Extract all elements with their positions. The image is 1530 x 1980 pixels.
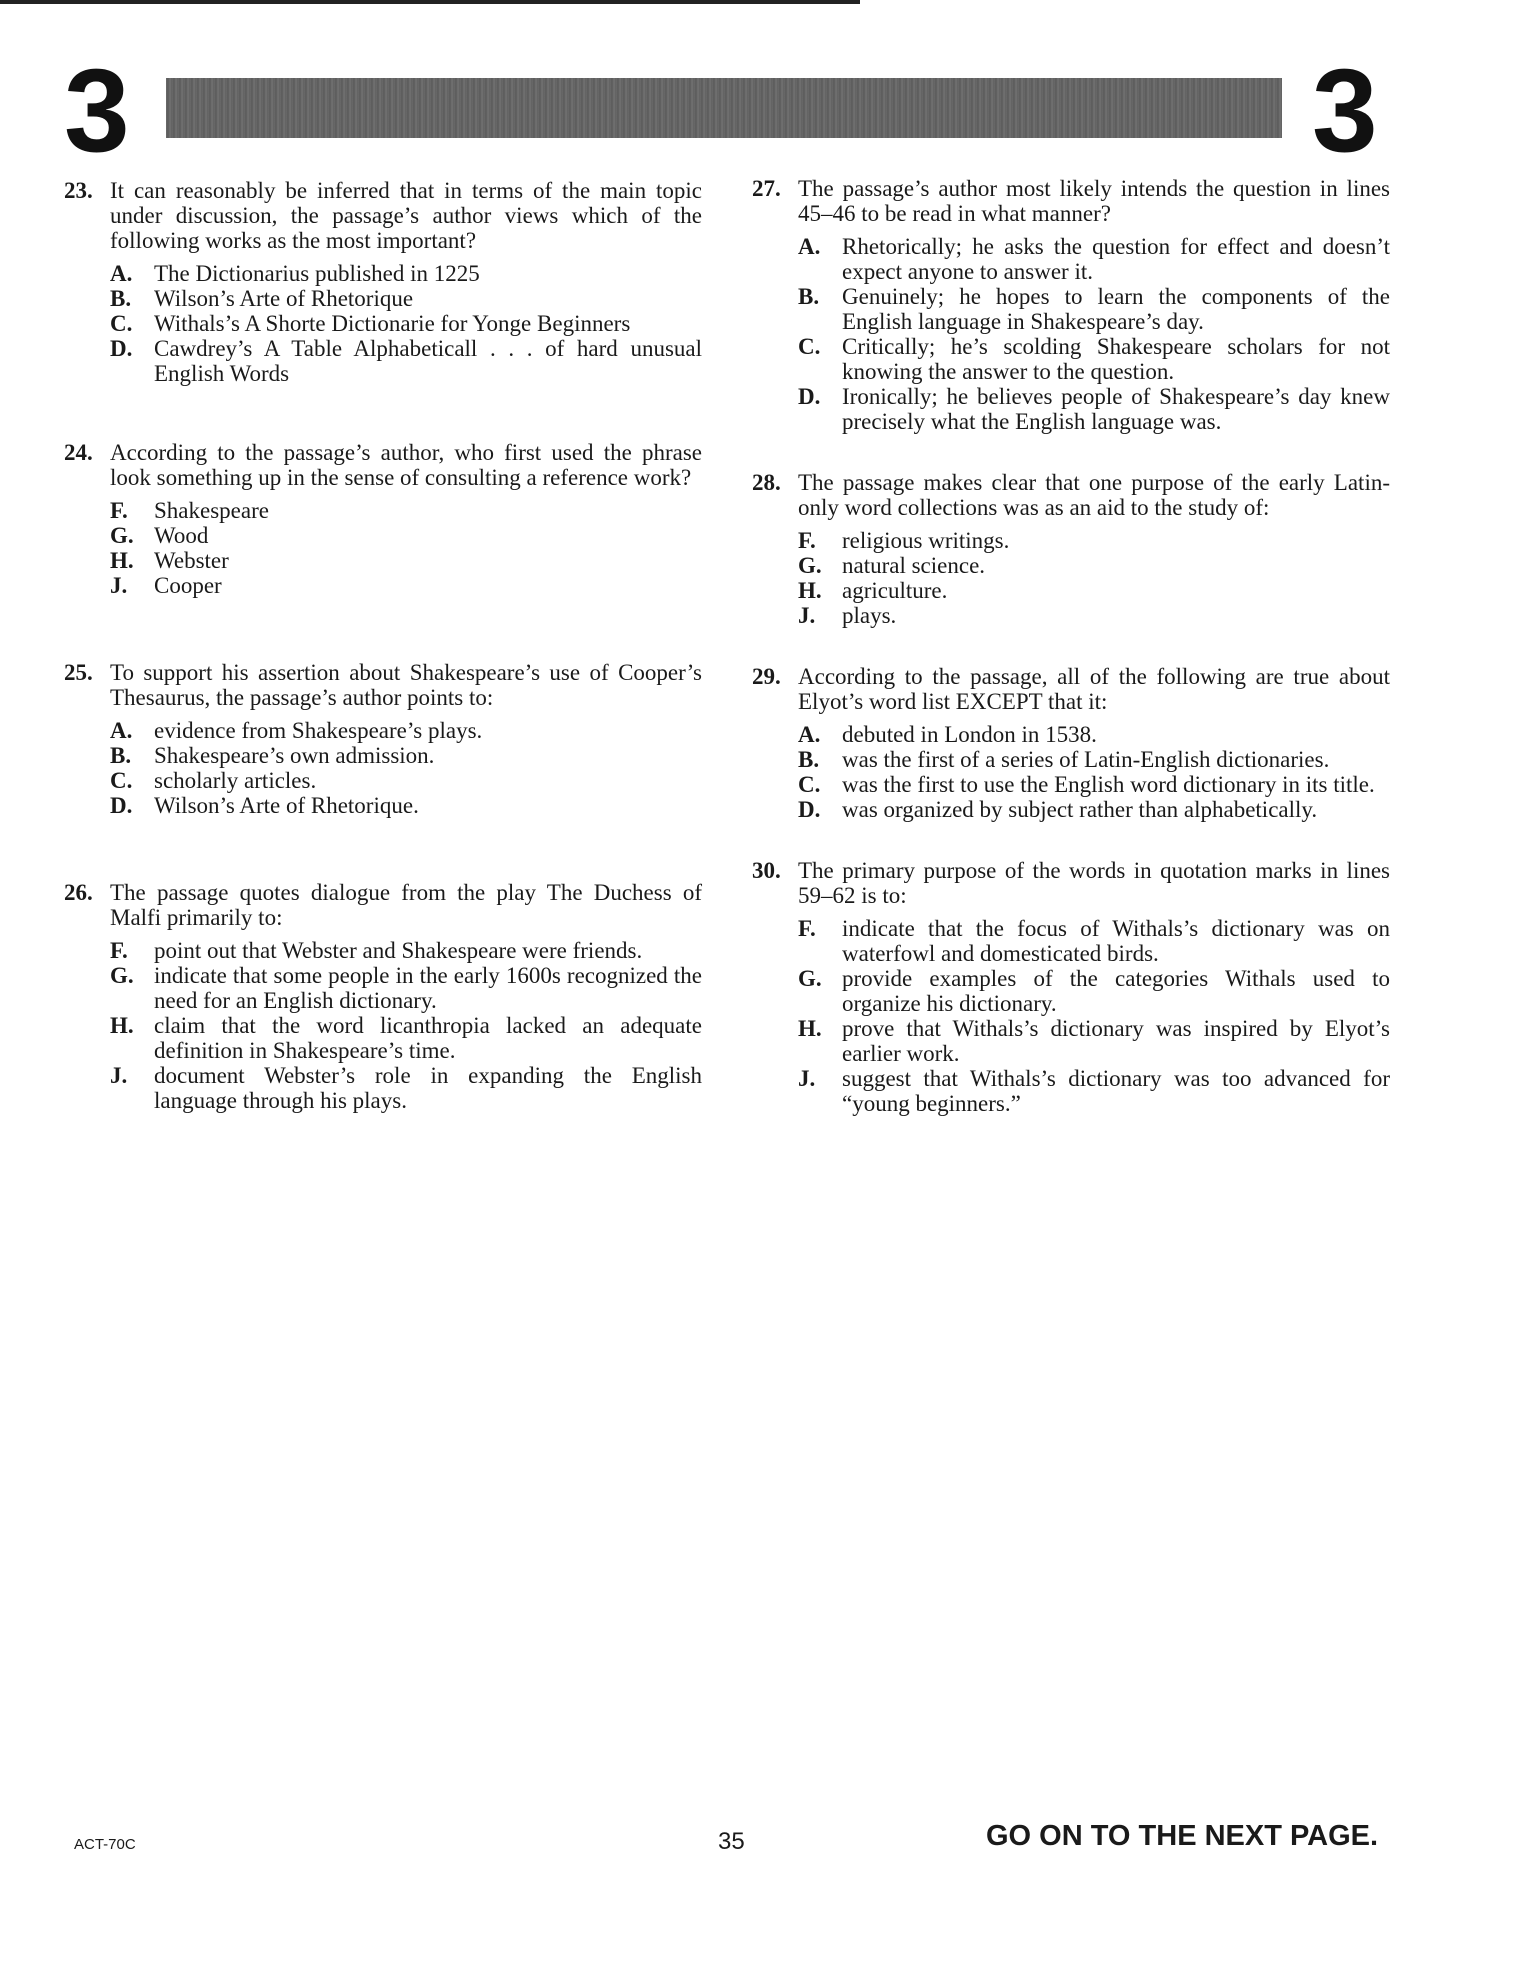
- question-24: [64, 440, 702, 598]
- answer-choice-c[interactable]: [798, 772, 1390, 797]
- choice-text: was organized by subject rather than alphabetically.: [842, 797, 1318, 822]
- choice-text: Cooper: [154, 573, 222, 598]
- choice-text: Withals’s A Shorte Dictionarie for Yonge Beginners: [154, 311, 631, 336]
- choice-text: Shakespeare: [154, 498, 269, 523]
- choice-letter: B.: [798, 284, 820, 309]
- go-on-next-page-label: GO ON TO THE NEXT PAGE.: [986, 1820, 1379, 1852]
- question-30: [752, 858, 1390, 1116]
- question-stem: According to the passage’s author, who first used the phrase look something up in the sense of consulting a reference work?: [110, 440, 702, 490]
- choice-letter: G.: [798, 966, 822, 991]
- choice-letter: A.: [110, 718, 133, 743]
- answer-choice-a[interactable]: [110, 718, 702, 743]
- answer-choice-a[interactable]: [798, 234, 1390, 284]
- answer-choice-f[interactable]: [110, 938, 702, 963]
- question-27: [752, 176, 1390, 434]
- question-number: 30.: [752, 858, 781, 883]
- right-column: [752, 176, 1390, 1152]
- section-number-left: 3: [64, 45, 130, 177]
- question-29: [752, 664, 1390, 822]
- answer-choice-f[interactable]: [798, 528, 1390, 553]
- choice-text: Genuinely; he hopes to learn the components of the English language in Shakespeare’s day.: [842, 284, 1390, 334]
- question-28: [752, 470, 1390, 628]
- choice-text: indicate that some people in the early 1600s recognized the need for an English dictionary.: [154, 963, 702, 1013]
- choice-text: provide examples of the categories Withals used to organize his dictionary.: [842, 966, 1390, 1016]
- choice-letter: D.: [798, 797, 821, 822]
- answer-choice-d[interactable]: [798, 797, 1390, 822]
- question-number: 24.: [64, 440, 93, 465]
- choice-text: Wilson’s Arte of Rhetorique.: [154, 793, 419, 818]
- choice-letter: J.: [110, 573, 128, 598]
- choice-letter: H.: [110, 1013, 134, 1038]
- answer-choice-j[interactable]: [110, 1063, 702, 1113]
- answer-choice-a[interactable]: [798, 722, 1390, 747]
- question-stem: It can reasonably be inferred that in terms of the main topic under discussion, the passage’s author views which of the following works as the most important?: [110, 178, 702, 253]
- answer-choice-d[interactable]: [798, 384, 1390, 434]
- answer-choice-h[interactable]: [110, 548, 702, 573]
- choice-text: point out that Webster and Shakespeare were friends.: [154, 938, 643, 963]
- choice-letter: G.: [110, 963, 134, 988]
- question-stem: According to the passage, all of the following are true about Elyot’s word list EXCEPT that it:: [798, 664, 1390, 714]
- choice-text: Webster: [154, 548, 229, 573]
- choice-text: Cawdrey’s A Table Alphabeticall . . . of hard unusual English Words: [154, 336, 702, 386]
- choice-letter: F.: [110, 938, 128, 963]
- question-number: 25.: [64, 660, 93, 685]
- choice-text: suggest that Withals’s dictionary was too advanced for “young beginners.”: [842, 1066, 1390, 1116]
- question-number: 23.: [64, 178, 93, 203]
- answer-choice-d[interactable]: [110, 336, 702, 386]
- choice-letter: F.: [798, 916, 816, 941]
- choice-letter: B.: [110, 286, 132, 311]
- choice-letter: C.: [110, 768, 133, 793]
- choice-text: was the first to use the English word dictionary in its title.: [842, 772, 1375, 797]
- answer-choice-c[interactable]: [110, 311, 702, 336]
- choice-letter: D.: [110, 336, 133, 361]
- choice-letter: H.: [110, 548, 134, 573]
- left-column: [64, 178, 702, 1149]
- question-number: 26.: [64, 880, 93, 905]
- question-23: [64, 178, 702, 386]
- question-25: [64, 660, 702, 818]
- question-stem: The passage quotes dialogue from the play The Duchess of Malfi primarily to:: [110, 880, 702, 930]
- choice-letter: H.: [798, 578, 822, 603]
- choice-letter: J.: [110, 1063, 128, 1088]
- choice-text: Ironically; he believes people of Shakespeare’s day knew precisely what the English language was.: [842, 384, 1390, 434]
- choice-letter: G.: [110, 523, 134, 548]
- choice-text: document Webster’s role in expanding the English language through his plays.: [154, 1063, 702, 1113]
- choice-letter: J.: [798, 603, 816, 628]
- answer-choice-h[interactable]: [798, 578, 1390, 603]
- section-number-right: 3: [1312, 45, 1378, 177]
- question-stem: To support his assertion about Shakespeare’s use of Cooper’s Thesaurus, the passage’s author points to:: [110, 660, 702, 710]
- answer-choice-j[interactable]: [110, 573, 702, 598]
- choice-letter: F.: [798, 528, 816, 553]
- question-stem: The passage makes clear that one purpose of the early Latin-only word collections was as an aid to the study of:: [798, 470, 1390, 520]
- answer-choice-b[interactable]: [110, 286, 702, 311]
- choice-text: Wilson’s Arte of Rhetorique: [154, 286, 414, 311]
- choice-letter: A.: [798, 722, 821, 747]
- choice-text: The Dictionarius published in 1225: [154, 261, 480, 286]
- choice-text: Shakespeare’s own admission.: [154, 743, 435, 768]
- answer-choice-h[interactable]: [110, 1013, 702, 1063]
- choice-letter: B.: [798, 747, 820, 772]
- choice-text: indicate that the focus of Withals’s dictionary was on waterfowl and domesticated birds.: [842, 916, 1390, 966]
- question-number: 29.: [752, 664, 781, 689]
- answer-choice-c[interactable]: [110, 768, 702, 793]
- choice-text: debuted in London in 1538.: [842, 722, 1097, 747]
- choice-letter: F.: [110, 498, 128, 523]
- answer-choice-a[interactable]: [110, 261, 702, 286]
- choice-text: Rhetorically; he asks the question for effect and doesn’t expect anyone to answer it.: [842, 234, 1390, 284]
- choice-letter: D.: [110, 793, 133, 818]
- answer-choice-b[interactable]: [110, 743, 702, 768]
- question-stem: The primary purpose of the words in quotation marks in lines 59–62 is to:: [798, 858, 1390, 908]
- question-stem: The passage’s author most likely intends the question in lines 45–46 to be read in what manner?: [798, 176, 1390, 226]
- form-code: ACT-70C: [74, 1836, 136, 1853]
- question-26: [64, 880, 702, 1113]
- choice-text: natural science.: [842, 553, 986, 578]
- choice-letter: H.: [798, 1016, 822, 1041]
- answer-choice-c[interactable]: [798, 334, 1390, 384]
- answer-choice-g[interactable]: [798, 553, 1390, 578]
- question-number: 27.: [752, 176, 781, 201]
- choice-text: Critically; he’s scolding Shakespeare scholars for not knowing the answer to the question.: [842, 334, 1390, 384]
- choice-letter: J.: [798, 1066, 816, 1091]
- answer-choice-g[interactable]: [110, 523, 702, 548]
- choice-text: claim that the word licanthropia lacked an adequate definition in Shakespeare’s time.: [154, 1013, 702, 1063]
- answer-choice-g[interactable]: [110, 963, 702, 1013]
- answer-choice-d[interactable]: [110, 793, 702, 818]
- choice-text: agriculture.: [842, 578, 948, 603]
- answer-choice-b[interactable]: [798, 284, 1390, 334]
- page-number: 35: [718, 1828, 745, 1855]
- answer-choice-f[interactable]: [110, 498, 702, 523]
- answer-choice-h[interactable]: [798, 1016, 1390, 1066]
- answer-choice-b[interactable]: [798, 747, 1390, 772]
- choice-text: prove that Withals’s dictionary was inspired by Elyot’s earlier work.: [842, 1016, 1390, 1066]
- top-rule: [0, 0, 860, 4]
- answer-choice-g[interactable]: [798, 966, 1390, 1016]
- section-header-bar: [166, 78, 1282, 138]
- answer-choice-f[interactable]: [798, 916, 1390, 966]
- choice-letter: A.: [798, 234, 821, 259]
- choice-text: was the first of a series of Latin-English dictionaries.: [842, 747, 1330, 772]
- choice-letter: B.: [110, 743, 132, 768]
- choice-text: evidence from Shakespeare’s plays.: [154, 718, 483, 743]
- choice-letter: C.: [798, 772, 821, 797]
- choice-letter: C.: [110, 311, 133, 336]
- choice-text: Wood: [154, 523, 209, 548]
- answer-choice-j[interactable]: [798, 603, 1390, 628]
- choice-letter: D.: [798, 384, 821, 409]
- choice-text: religious writings.: [842, 528, 1010, 553]
- choice-letter: A.: [110, 261, 133, 286]
- choice-letter: G.: [798, 553, 822, 578]
- answer-choice-j[interactable]: [798, 1066, 1390, 1116]
- choice-letter: C.: [798, 334, 821, 359]
- question-number: 28.: [752, 470, 781, 495]
- choice-text: plays.: [842, 603, 897, 628]
- choice-text: scholarly articles.: [154, 768, 317, 793]
